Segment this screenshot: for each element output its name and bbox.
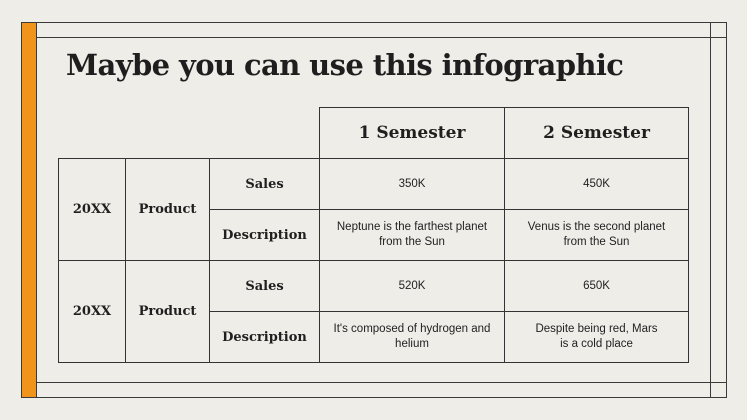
frame-right-inner-line [710,22,711,398]
description-text: Neptune is the farthest planet from the Sun [336,221,488,248]
value-cell: 520K [320,261,505,312]
category-cell: Product [126,159,210,261]
data-table [58,107,689,363]
frame-bottom-line [21,397,727,398]
value-cell: 450K [505,159,689,210]
header-row [59,108,689,159]
description-cell [320,312,505,363]
accent-bar [21,22,37,398]
frame-top-line [21,22,727,23]
semester-2-header: 2 Semester [505,108,689,159]
frame-top-inner-line [21,37,727,38]
row-label-description: Description [210,312,320,363]
row-label-description: Description [210,210,320,261]
table-row [59,261,689,312]
description-text: Venus is the second planet from the Sun [527,221,666,248]
year-cell: 20XX [59,159,126,261]
category-cell: Product [126,261,210,363]
semester-1-header: 1 Semester [320,108,505,159]
value-cell: 350K [320,159,505,210]
header-empty-cell [59,108,320,159]
frame-bottom-inner-line [21,382,727,383]
value-cell: 650K [505,261,689,312]
row-label-sales: Sales [210,261,320,312]
slide-title: Maybe you can use this infographic [66,48,624,82]
table-row [59,159,689,210]
frame-right-outer-line [726,22,727,398]
description-cell [505,312,689,363]
year-cell: 20XX [59,261,126,363]
row-label-sales: Sales [210,159,320,210]
description-cell [505,210,689,261]
description-cell [320,210,505,261]
description-text: Despite being red, Mars is a cold place [535,323,658,350]
description-text: It's composed of hydrogen and helium [333,323,491,350]
